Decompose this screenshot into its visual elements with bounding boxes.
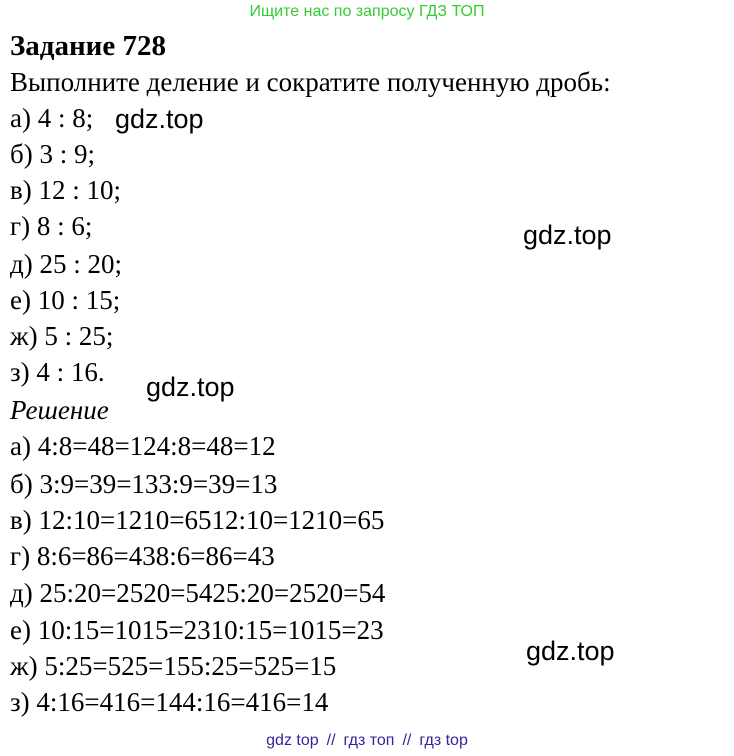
watermark: gdz.top bbox=[146, 372, 235, 402]
task-instruction: Выполните деление и сократите полученную дробь: bbox=[10, 67, 611, 97]
solution-heading: Решение bbox=[10, 395, 109, 425]
solution-item-a: а) 4:8=48=124:8=48=12 bbox=[10, 431, 276, 461]
task-item-z: з) 4 : 16. bbox=[10, 357, 105, 387]
top-banner[interactable]: Ищите нас по запросу ГДЗ ТОП bbox=[249, 3, 485, 20]
page-title: Задание 728 bbox=[10, 30, 167, 62]
footer-separator: // bbox=[326, 732, 336, 749]
watermark: gdz.top bbox=[526, 636, 615, 666]
footer-link[interactable]: гдз топ bbox=[343, 732, 395, 749]
solution-item-z: з) 4:16=416=144:16=416=14 bbox=[10, 687, 329, 717]
task-item-d: д) 25 : 20; bbox=[10, 249, 122, 279]
watermark: gdz.top bbox=[115, 104, 204, 134]
task-item-zh: ж) 5 : 25; bbox=[10, 321, 114, 351]
watermark: gdz.top bbox=[523, 220, 612, 250]
footer-link[interactable]: gdz top bbox=[266, 732, 319, 749]
solution-item-b: б) 3:9=39=133:9=39=13 bbox=[10, 469, 278, 499]
task-item-g: г) 8 : 6; bbox=[10, 211, 93, 241]
task-item-a: а) 4 : 8; bbox=[10, 103, 94, 133]
solution-item-v: в) 12:10=1210=6512:10=1210=65 bbox=[10, 505, 385, 535]
task-item-e: е) 10 : 15; bbox=[10, 285, 121, 315]
footer-separator: // bbox=[402, 732, 412, 749]
solution-item-e: е) 10:15=1015=2310:15=1015=23 bbox=[10, 615, 384, 645]
task-item-v: в) 12 : 10; bbox=[10, 175, 121, 205]
solution-item-zh: ж) 5:25=525=155:25=525=15 bbox=[10, 651, 337, 681]
footer-link[interactable]: гдз top bbox=[419, 732, 468, 749]
footer-links bbox=[0, 731, 734, 751]
solution-item-d: д) 25:20=2520=5425:20=2520=54 bbox=[10, 578, 386, 608]
solution-item-g: г) 8:6=86=438:6=86=43 bbox=[10, 541, 275, 571]
task-item-b: б) 3 : 9; bbox=[10, 139, 95, 169]
